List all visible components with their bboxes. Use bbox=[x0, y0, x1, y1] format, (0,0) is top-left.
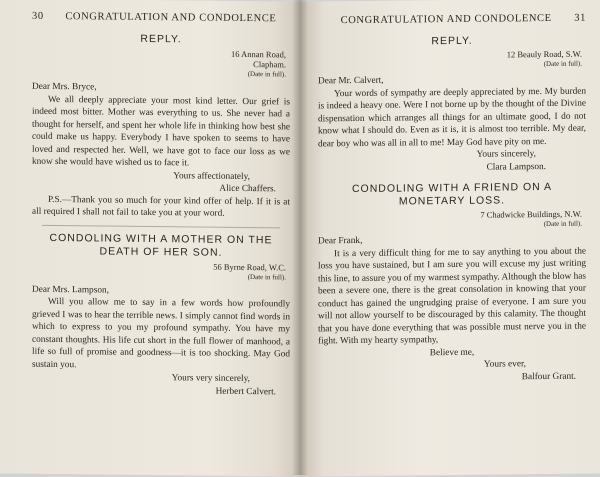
reply-heading-2: REPLY. bbox=[431, 34, 473, 48]
left-running-title: CONGRATULATION AND CONDOLENCE bbox=[65, 11, 277, 25]
book-gutter bbox=[292, 0, 308, 475]
letter3-closing1: Believe me, bbox=[429, 347, 475, 358]
letter3-salutation: Dear Frank, bbox=[318, 235, 363, 247]
left-page-number: 30 bbox=[32, 10, 44, 22]
reply1-address-line2: Clapham. bbox=[253, 59, 286, 70]
letter3-heading-line2: MONETARY LOSS. bbox=[398, 194, 506, 208]
reply2-body: Your words of sympathy are deeply appreciated by me. My burden is indeed a heavy one. Were I not borne up by the thought of the Divine dispensation which arranges all things for an ultimate good, I do not know what I should do. Even as it is, it is almost too terrible. My dear, dear boy who was all in all to me! May God have pity on me. bbox=[318, 86, 586, 149]
letter3-heading-line1: CONDOLING WITH A FRIEND ON A bbox=[351, 180, 553, 196]
reply2-salutation: Dear Mr. Calvert, bbox=[318, 75, 384, 87]
reply2-address: 12 Beauly Road, S.W. bbox=[506, 48, 582, 60]
reply1-postscript: P.S.—Thank you so much for your kind offer of help. If it is at all required I shall not fail to take you at your word. bbox=[32, 194, 290, 219]
letter3-closing2: Yours ever, bbox=[483, 359, 526, 370]
reply1-signature: Alice Chaffers. bbox=[219, 183, 276, 195]
letter3-date: (Date in full). bbox=[543, 219, 582, 229]
letter2-heading-line1: CONDOLING WITH A MOTHER ON THE bbox=[49, 231, 273, 246]
letter2-date: (Date in full). bbox=[247, 272, 286, 281]
letter2-address: 56 Byrne Road, W.C. bbox=[213, 261, 286, 272]
reply1-address-line1: 16 Annan Road, bbox=[230, 48, 286, 60]
letter2-address-block bbox=[32, 259, 286, 282]
reply1-body: We all deeply appreciate your most kind letter. Our grief is indeed most bitter. Mother was everything to us. She never had a thought for herself, and spent her whole life in thinking how best she could make us happy. Everybody I have spoken to seems to have loved and respected her. Well, we have got to face our loss as we know she would have wished us to face it. bbox=[32, 94, 290, 169]
letter3-body: It is a very difficult thing for me to say anything to you about the loss you have sustained, but I am sure you will excuse my just writing this line, to assure you of my warmest sympathy. Although the blow has been a severe one, there is the great consolation in knowing that your conduct has gained the ungrudging praise of everyone. I am sure you will not allow yourself to be discouraged by this calamity. The thought that you have done everything that was possible must nerve you in the fight. With my hearty sympathy, bbox=[318, 246, 586, 347]
reply2-closing: Yours sincerely, bbox=[476, 149, 536, 160]
reply2-date: (Date in full). bbox=[543, 59, 582, 69]
letter2-signature: Herbert Calvert. bbox=[215, 386, 276, 397]
reply1-closing: Yours affectionately, bbox=[173, 170, 250, 182]
reply1-address bbox=[32, 47, 286, 80]
letter2-closing: Yours very sincerely, bbox=[171, 373, 250, 385]
letter3-signature: Balfour Grant. bbox=[521, 371, 576, 382]
letter2-heading-line2: DEATH OF HER SON. bbox=[99, 244, 223, 259]
letter3-address-block bbox=[318, 209, 582, 232]
right-running-head bbox=[318, 13, 586, 27]
left-running-head bbox=[32, 11, 290, 25]
letter3-address: 7 Chadwicke Buildings, N.W. bbox=[480, 208, 582, 220]
reply2-address-block bbox=[318, 49, 582, 72]
reply1-salutation: Dear Mrs. Bryce, bbox=[32, 81, 97, 93]
reply-heading-1: REPLY. bbox=[140, 32, 182, 46]
right-page-number: 31 bbox=[574, 12, 586, 24]
letter2-body: Will you allow me to say in a few words how profoundly grieved I was to hear the terrible news. I simply cannot find words in which to express to you my profound sympathy. You have my constant thoughts. His life cut short in the full flower of manhood, a life so full of promise and goodness—it is too shocking. May God sustain you. bbox=[32, 296, 290, 370]
right-page bbox=[300, 0, 600, 477]
letter2-salutation: Dear Mrs. Lampson, bbox=[32, 284, 109, 296]
reply1-date: (Date in full). bbox=[247, 70, 286, 79]
right-running-title: CONGRATULATION AND CONDOLENCE bbox=[340, 12, 552, 27]
reply2-signature: Clara Lampson. bbox=[486, 161, 546, 173]
section-divider-left bbox=[42, 224, 280, 227]
